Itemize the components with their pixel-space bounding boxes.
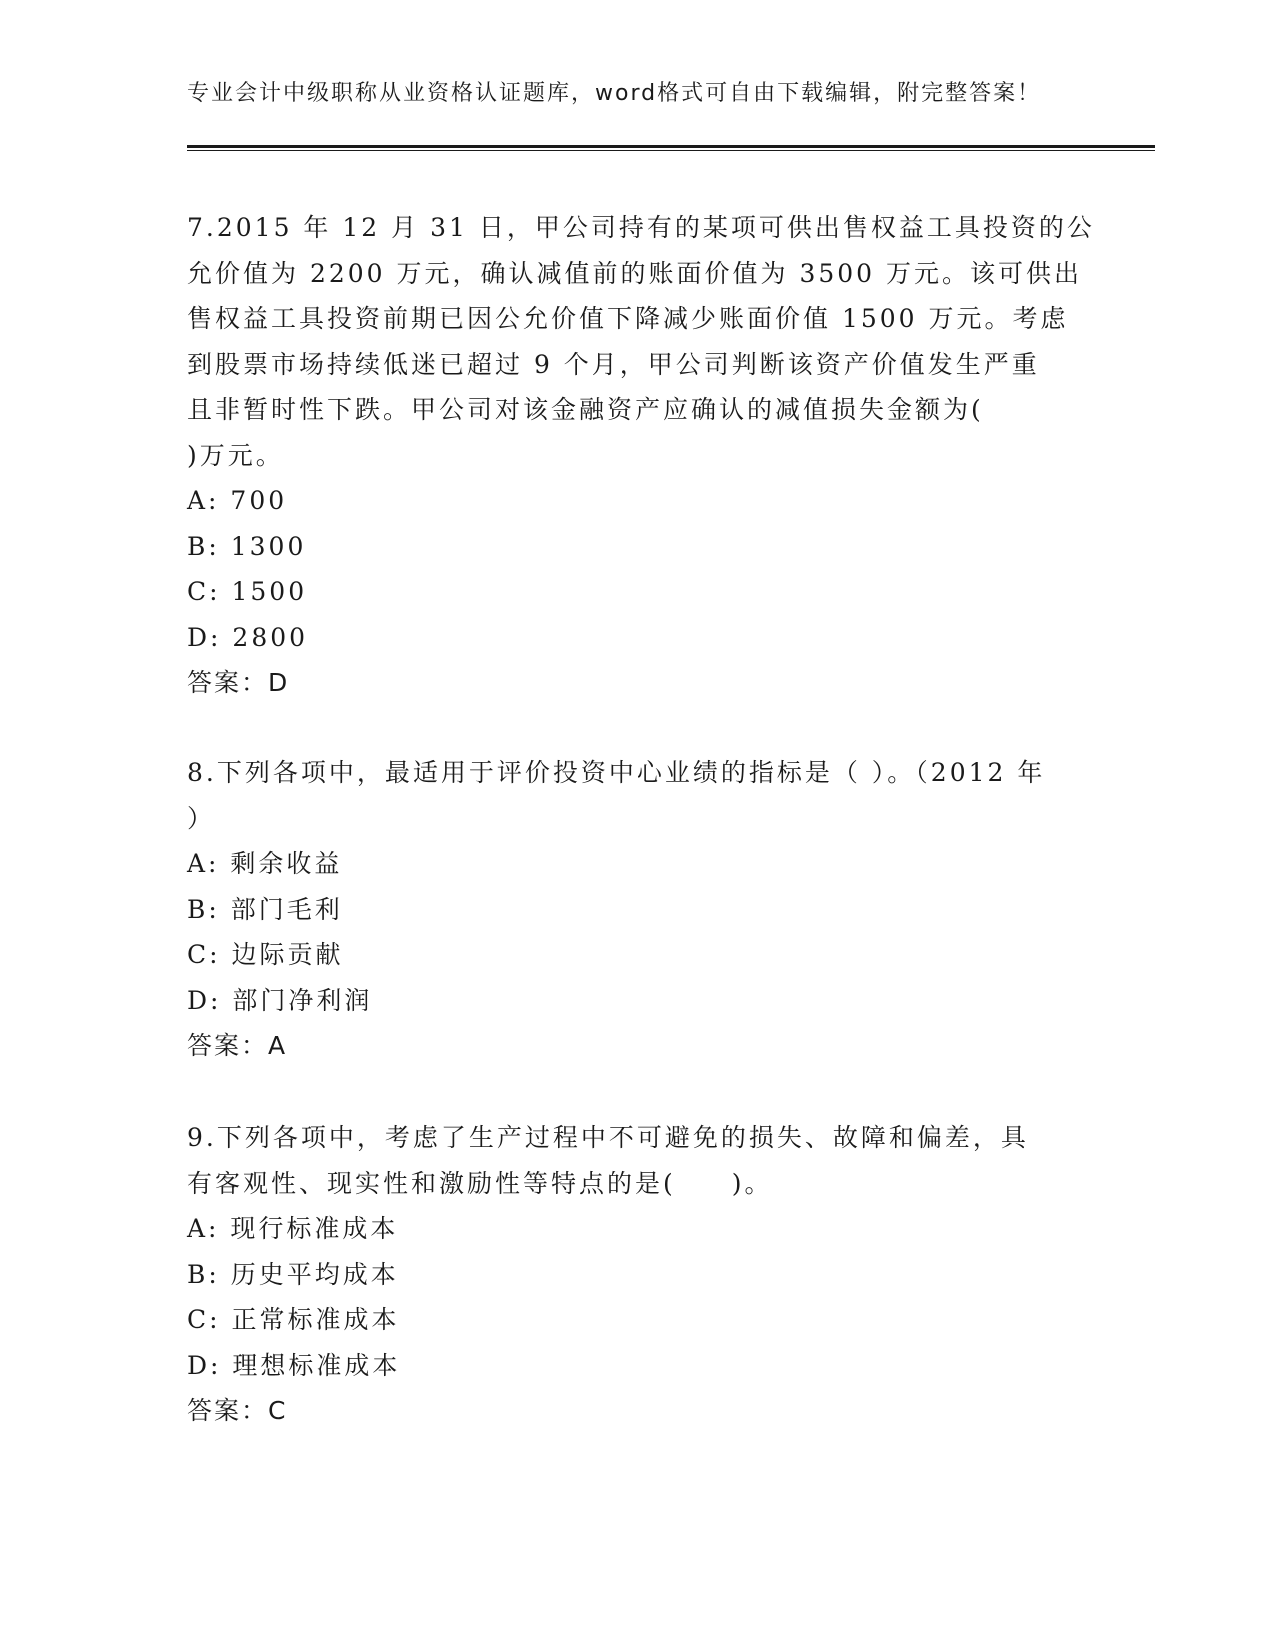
- question-text-line: 售权益工具投资前期已因公允价值下降减少账面价值 1500 万元。考虑: [187, 304, 1069, 333]
- option-b: B: 部门毛利: [187, 894, 343, 924]
- question-7: [187, 205, 1095, 706]
- answer-line: 答案：C: [187, 1396, 288, 1425]
- question-text-line: ）: [187, 803, 216, 833]
- question-text-line: 有客观性、现实性和激励性等特点的是( )。: [187, 1168, 773, 1198]
- question-text-line: 9.下列各项中，考虑了生产过程中不可避免的损失、故障和偏差，具: [187, 1123, 1029, 1152]
- question-text-line: 且非暂时性下跌。甲公司对该金融资产应确认的减值损失金额为(: [187, 395, 984, 424]
- option-a: A: 700: [187, 486, 288, 515]
- question-text-line: )万元。: [187, 440, 284, 470]
- option-d: D: 理想标准成本: [187, 1350, 401, 1380]
- header-divider-thick: [187, 145, 1155, 148]
- header-divider-thin: [187, 150, 1155, 151]
- option-a: A: 现行标准成本: [187, 1214, 399, 1243]
- option-c: C: 正常标准成本: [187, 1305, 400, 1334]
- question-9: [187, 1115, 1087, 1434]
- question-text-line: 到股票市场持续低迷已超过 9 个月，甲公司判断该资产价值发生严重: [187, 349, 1040, 379]
- option-a: A: 剩余收益: [187, 849, 343, 878]
- question-8: [187, 750, 1087, 1069]
- question-text-line: 允价值为 2200 万元，确认减值前的账面价值为 3500 万元。该可供出: [187, 258, 1083, 288]
- document-header: 专业会计中级职称从业资格认证题库，word格式可自由下载编辑，附完整答案！: [187, 81, 1042, 106]
- option-d: D: 2800: [187, 622, 309, 652]
- answer-line: 答案：D: [187, 668, 290, 697]
- question-text-line: 8.下列各项中，最适用于评价投资中心业绩的指标是（ ）。（2012 年: [187, 758, 1046, 787]
- option-b: B: 历史平均成本: [187, 1259, 399, 1289]
- option-c: C: 边际贡献: [187, 940, 344, 969]
- option-d: D: 部门净利润: [187, 985, 373, 1015]
- question-text-line: 7.2015 年 12 月 31 日，甲公司持有的某项可供出售权益工具投资的公: [187, 213, 1095, 242]
- answer-line: 答案：A: [187, 1031, 288, 1060]
- option-b: B: 1300: [187, 531, 307, 561]
- option-c: C: 1500: [187, 577, 308, 606]
